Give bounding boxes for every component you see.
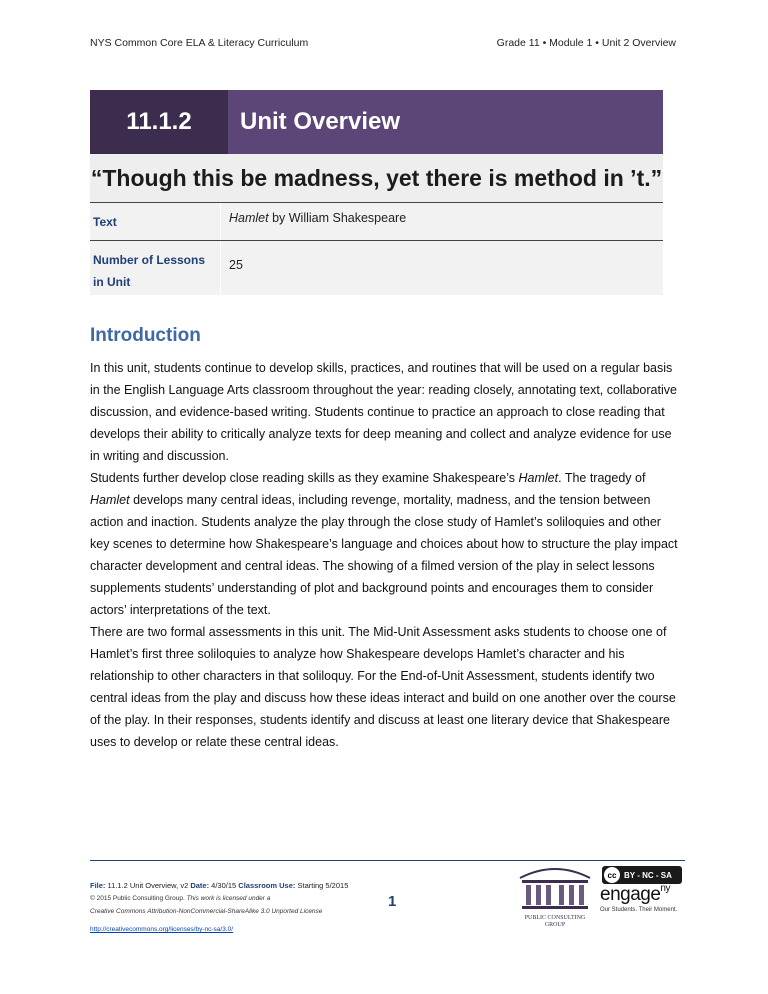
introduction-heading: Introduction <box>90 325 201 346</box>
info-value-text <box>221 203 663 240</box>
file-label: File: <box>90 881 106 890</box>
copyright-text: © 2015 Public Consulting Group. <box>90 895 185 902</box>
footer-license-name: Creative Commons Attribution-NonCommercial-ShareAlike 3.0 Unported License <box>90 908 323 915</box>
pcg-name: PUBLIC CONSULTING <box>524 915 586 921</box>
footer-file-line <box>90 880 390 892</box>
running-header-right: Grade 11 • Module 1 • Unit 2 Overview <box>496 37 676 49</box>
unit-banner <box>90 90 663 154</box>
engageny-wordmark <box>600 884 688 906</box>
info-row-text <box>90 203 663 241</box>
use-value: Starting 5/2015 <box>295 881 349 890</box>
cc-icon: cc <box>604 867 620 883</box>
page-number: 1 <box>388 893 397 910</box>
info-row-lessons <box>90 241 663 295</box>
p2-segment: . The tragedy of <box>558 471 646 485</box>
intro-paragraph-2 <box>90 467 680 621</box>
file-value: 11.1.2 Unit Overview, v2 <box>105 881 191 890</box>
pcg-logo <box>514 864 596 926</box>
cc-badge-label: BY - NC - SA <box>624 870 672 880</box>
pcg-group: GROUP <box>544 922 566 928</box>
lessons-label-line2: in Unit <box>93 275 131 289</box>
text-author: by William Shakespeare <box>268 211 407 225</box>
intro-paragraph-3: There are two formal assessments in this unit. The Mid-Unit Assessment asks students to choose one of Hamlet’s first three soliloquies to analyze how Shakespeare develops Hamlet’s character and his relationship to other characters in that soliloquy. For the End-of-Unit Assessment, students identify two central ideas from the play and discuss how these ideas interact and build on one another over the course of the play. In their responses, students identify and discuss at least one literary device that Shakespeare uses to develop or relate these central ideas. <box>90 625 676 749</box>
unit-title: Unit Overview <box>228 90 663 154</box>
license-intro: This work is licensed under a <box>184 895 271 902</box>
lessons-label-line1: Number of Lessons <box>93 253 206 267</box>
date-label: Date: <box>190 881 210 890</box>
p2-hamlet-title: Hamlet <box>518 471 559 485</box>
date-value: 4/30/15 <box>209 881 239 890</box>
pcg-columns-icon <box>514 864 596 910</box>
license-link[interactable]: http://creativecommons.org/licenses/by-nc-sa/3.0/ <box>90 926 234 933</box>
engage-ny: ny <box>660 883 670 894</box>
p2-segment: Students further develop close reading skills as they examine Shakespeare’s <box>90 471 519 485</box>
footer-copyright <box>90 892 390 905</box>
p2-segment: develops many central ideas, including revenge, mortality, madness, and the tension between action and inaction. Students analyze the play through the close study of Hamlet’s soliloquies and other key scenes to determine how Shakespeare’s language and choices about how to structure the play impact character development and central ideas. The showing of a filmed version of the play in select lessons supplements students’ understanding of plot and background points and encourages them to consider actors’ interpretations of the text. <box>90 493 678 617</box>
footer-meta <box>90 880 390 936</box>
intro-paragraph-1: In this unit, students continue to develop skills, practices, and routines that will be used on a regular basis in the English Language Arts classroom throughout the year: reading closely, annotating text, collaborative discussion, and evidence-based writing. Students continue to practice an approach to close reading that develops their ability to critically analyze texts for deep meaning and collect and analyze evidence for use in writing and discussion. <box>90 361 677 463</box>
engageny-logo <box>600 884 688 913</box>
unit-quote: “Though this be madness, yet there is method in ’t.” <box>90 154 663 202</box>
text-title: Hamlet <box>229 211 269 225</box>
unit-info-table <box>90 202 663 295</box>
unit-code: 11.1.2 <box>90 90 228 154</box>
p2-hamlet-title: Hamlet <box>90 493 130 507</box>
running-header-left: NYS Common Core ELA & Literacy Curriculum <box>90 37 309 49</box>
engageny-tagline: Our Students. Their Moment. <box>600 907 678 913</box>
info-label-lessons <box>90 241 221 295</box>
engage-text: engage <box>600 884 661 905</box>
cc-license-badge <box>602 866 682 884</box>
info-value-lessons: 25 <box>229 258 243 272</box>
use-label: Classroom Use: <box>238 881 296 890</box>
info-label-text: Text <box>90 203 221 240</box>
footer-divider <box>90 860 685 861</box>
